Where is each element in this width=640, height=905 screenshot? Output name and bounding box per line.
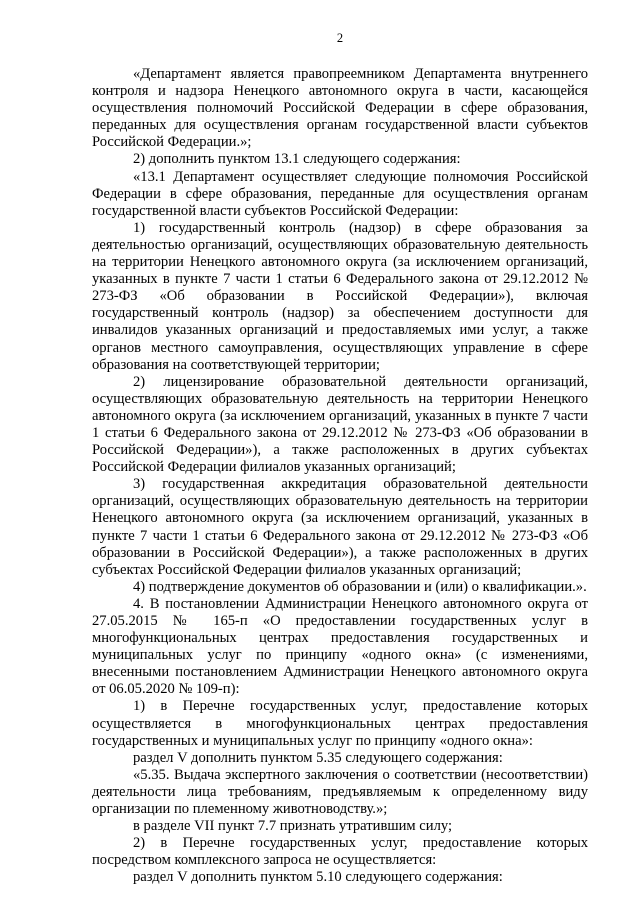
paragraph: 4) подтверждение документов об образовании и (или) о квалификации.». — [133, 578, 587, 595]
paragraph: в разделе VII пункт 7.7 признать утратившим силу; — [133, 818, 453, 835]
paragraph: 2) лицензирование образовательной деятельности организаций, осуществляющих образовательную деятельность на территории Ненецкого автономного округа (за исключением организаций, указанных в пункте 7 части 1 статьи 6 Федерального закона от 29.12.2012 № 273-ФЗ «Об образовании в Российской Федерации»), а также расположенных в других субъектах Российской Федерации филиалов указанных организаций; — [92, 373, 588, 476]
paragraph: 1) в Перечне государственных услуг, предоставление которых осуществляется в многофункциональных центрах предоставления государственных и муниципальных услуг по принципу «одного окна»: — [92, 698, 588, 749]
paragraph: «13.1 Департамент осуществляет следующие полномочия Российской Федерации в сфере образования, переданные для осуществления органам государственной власти субъектов Российской Федерации: — [92, 168, 588, 219]
page-number: 2 — [336, 31, 344, 45]
paragraph: 2) дополнить пунктом 13.1 следующего содержания: — [133, 151, 461, 168]
paragraph: 1) государственный контроль (надзор) в сфере образования за деятельностью организаций, осуществляющих образовательную деятельность на территории Ненецкого автономного округа (за исключением организаций, указанных в пункте 7 части 1 статьи 6 Федерального закона от 29.12.2012 № 273-ФЗ «Об образовании в Российской Федерации»), включая государственный контроль (надзор) за обеспечением доступности для инвалидов указанных организаций и предоставляемых ими услуг, а также органов местного самоуправления, осуществляющих управление в сфере образования на соответствующей территории; — [92, 219, 588, 373]
paragraph: раздел V дополнить пунктом 5.35 следующего содержания: — [133, 749, 503, 766]
paragraph: 3) государственная аккредитация образовательной деятельности организаций, осуществляющих образовательную деятельность на территории Ненецкого автономного округа (за исключением организаций, указанных в пункте 7 части 1 статьи 6 Федерального закона от 29.12.2012 № 273-ФЗ «Об образовании в Российской Федерации»), а также расположенных в других субъектах Российской Федерации филиалов указанных организаций; — [92, 476, 588, 578]
paragraph: 4. В постановлении Администрации Ненецкого автономного округа от 27.05.2015 № 165-п «О предоставлении государственных услуг в многофункциональных центрах предоставления государственных и муниципальных услуг по принципу «одного окна» (с изменениями, внесенными постановлением Администрации Ненецкого автономного округа от 06.05.2020 № 109-п): — [92, 595, 588, 698]
paragraph: «Департамент является правопреемником Департамента внутреннего контроля и надзора Ненецкого автономного округа в части, касающейся осуществления полномочий Российской Федерации в сфере образования, переданных для осуществления органам государственной власти субъектов Российской Федерации.»; — [92, 66, 588, 151]
paragraph: 2) в Перечне государственных услуг, предоставление которых посредством комплексного запроса не осуществляется: — [92, 835, 588, 869]
document-body — [92, 66, 588, 887]
paragraph: «5.35. Выдача экспертного заключения о соответствии (несоответствии) деятельности лица требованиям, предъявляемым к определенному виду организации по племенному животноводству.»; — [92, 766, 588, 818]
paragraph: раздел V дополнить пунктом 5.10 следующего содержания: — [133, 869, 503, 886]
